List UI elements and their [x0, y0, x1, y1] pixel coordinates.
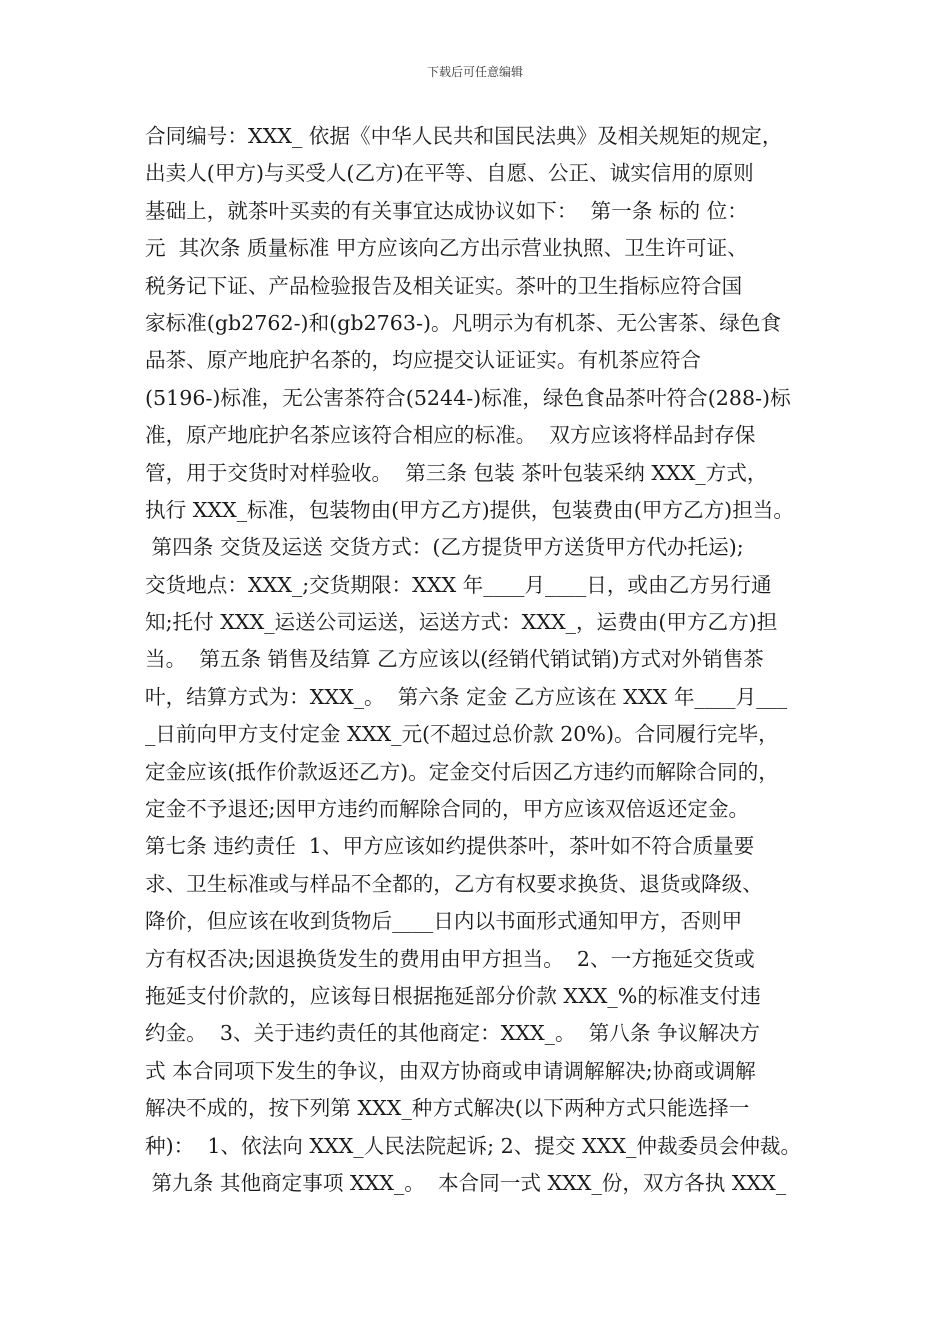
text-line: 出卖人(甲方)与买受人(乙方)在平等、自愿、公正、诚实信用的原则 [145, 161, 754, 186]
text-line: 准，原产地庇护名茶应该符合相应的标准。 双方应该将样品封存保 [145, 423, 756, 448]
text-line: 税务记下证、产品检验报告及相关证实。茶叶的卫生指标应符合国 [145, 273, 743, 298]
text-line: 求、卫生标准或与样品不全都的，乙方有权要求换货、退货或降级、 [145, 871, 763, 896]
text-line: 定金应该(抵作价款返还乙方)。定金交付后因乙方违约而解除合同的， [145, 759, 779, 784]
text-line: 第九条 其他商定事项 XXX_。 本合同一式 XXX_份，双方各执 XXX_ [145, 1170, 787, 1195]
text-line: 种)： 1、依法向 XXX_人民法院起诉; 2、提交 XXX_仲裁委员会仲裁。 [145, 1133, 802, 1158]
text-line: 拖延支付价款的，应该每日根据拖延部分价款 XXX_%的标准支付违 [145, 983, 761, 1008]
text-line: 基础上，就茶叶买卖的有关事宜达成协议如下： 第一条 标的 位： [145, 198, 748, 223]
text-line: 第四条 交货及运送 交货方式：(乙方提货甲方送货甲方代办托运); [145, 535, 744, 560]
text-line: 交货地点：XXX_;交货期限：XXX 年____月____日，或由乙方另行通 [145, 572, 772, 597]
text-line: 合同编号：XXX_ 依据《中华人民共和国民法典》及相关规矩的规定， [145, 124, 783, 148]
text-line: 方有权否决;因退换货发生的费用由甲方担当。 2、一方拖延交货或 [145, 946, 755, 971]
text-line: 第七条 违约责任 1、甲方应该如约提供茶叶，茶叶如不符合质量要 [145, 834, 755, 859]
text-line: 家标准(gb2762-)和(gb2763-)。凡明示为有机茶、无公害茶、绿色食 [145, 310, 782, 335]
text-line: (5196-)标准，无公害茶符合(5244-)标准，绿色食品茶叶符合(288-)标 [145, 385, 791, 410]
text-line: 降价，但应该在收到货物后____日内以书面形式通知甲方，否则甲 [145, 909, 743, 934]
text-line: 解决不成的，按下列第 XXX_种方式解决(以下两种方式只能选择一 [145, 1096, 750, 1121]
page-header: 下载后可任意编辑 [426, 65, 523, 79]
text-line: 定金不予退还;因甲方违约而解除合同的，甲方应该双倍返还定金。 [145, 797, 750, 822]
text-line: 品茶、原产地庇护名茶的，均应提交认证证实。有机茶应符合 [145, 348, 702, 373]
text-line: 元 其次条 质量标准 甲方应该向乙方出示营业执照、卫生许可证、 [145, 236, 748, 261]
text-line: 执行 XXX_标准，包装物由(甲方乙方)提供，包装费由(甲方乙方)担当。 [145, 497, 794, 522]
text-line: 当。 第五条 销售及结算 乙方应该以(经销代销试销)方式对外销售茶 [145, 647, 764, 672]
text-line: _日前向甲方支付定金 XXX_元(不超过总价款 20%)。合同履行完毕， [145, 722, 779, 747]
text-line: 约金。 3、关于违约责任的其他商定：XXX_。 第八条 争议解决方 [145, 1021, 760, 1046]
text-line: 式 本合同项下发生的争议，由双方协商或申请调解解决;协商或调解 [145, 1058, 756, 1083]
contract-body [145, 118, 817, 1202]
text-line: 叶，结算方式为：XXX_。 第六条 定金 乙方应该在 XXX 年____月___ [145, 684, 788, 709]
text-line: 知;托付 XXX_运送公司运送，运送方式：XXX_，运费由(甲方乙方)担 [145, 610, 778, 635]
text-line: 管，用于交货时对样验收。 第三条 包装 茶叶包装采纳 XXX_方式， [145, 460, 768, 485]
